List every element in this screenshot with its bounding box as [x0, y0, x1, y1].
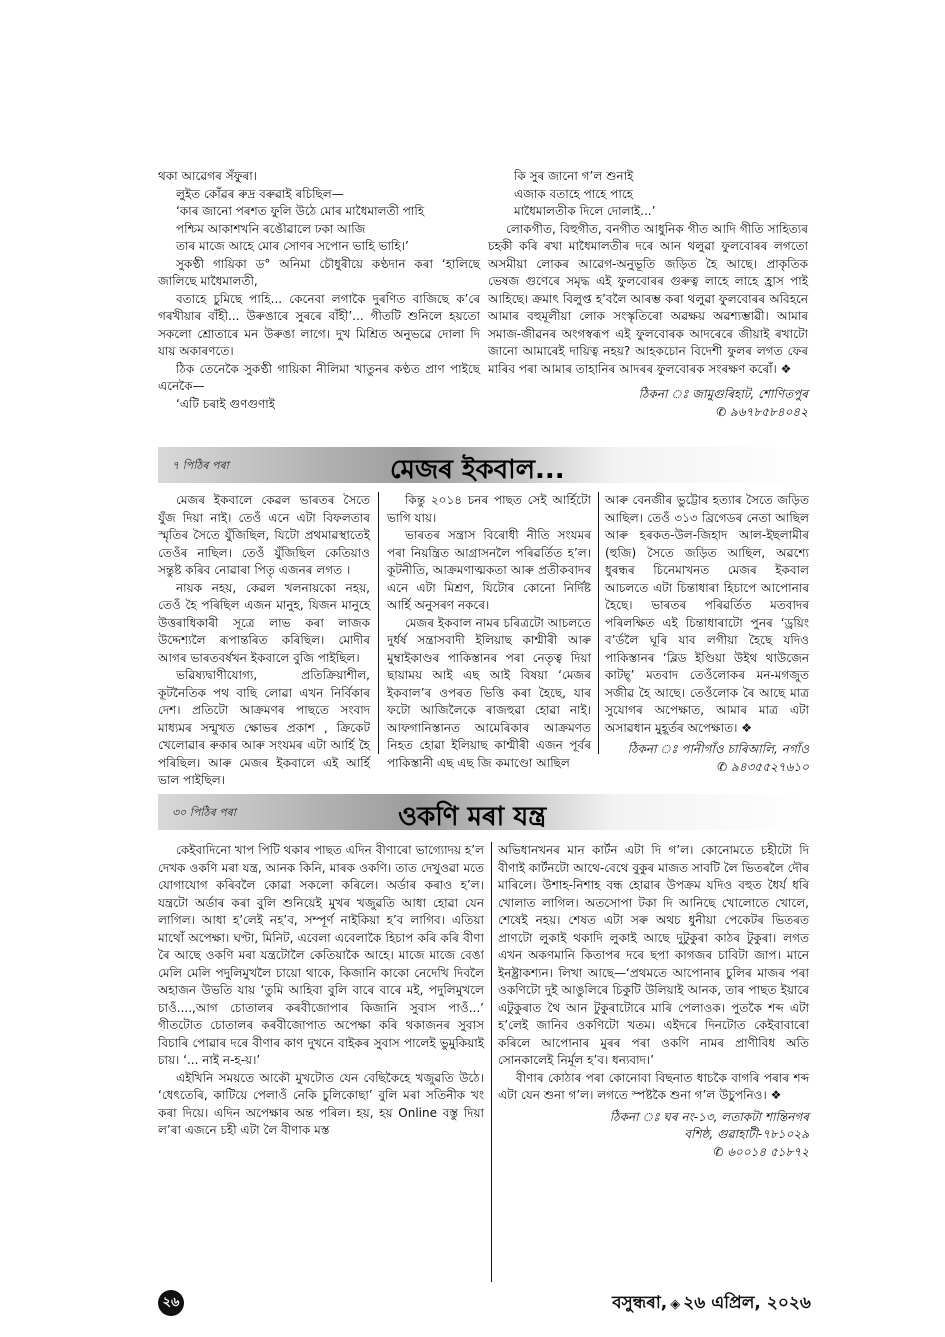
paragraph: লুইত কোঁৱৰ ৰুদ্ৰ বৰুৱাই ৰচিছিল— — [176, 186, 344, 201]
article-title: মেজৰ ইকবাল... — [390, 455, 565, 485]
poem-line: ‘এটি চৰাই গুণগুণাই — [176, 396, 276, 411]
magazine-name: বসুন্ধৰা, — [612, 1293, 668, 1313]
paragraph: ভাৰতৰ সন্ত্ৰাস বিৰোধী নীতি সংযমৰ পৰা নিয়ন্ত্ৰিত আগ্ৰাসনলৈ পৰিৱৰ্তিত হ’ল। কূটনীতি, আক্ৰমণাত্মকতা আৰু প্ৰতীকবাদৰ এনে এটা মিশ্ৰণ, যিটোৰ কোনো নিৰ্দিষ্ট আৰ্হি অনুসৰণ নকৰে। — [387, 528, 591, 612]
poem — [488, 168, 808, 221]
section-banner-okoni-mora-jantra — [158, 794, 808, 830]
author-address: ঠিকনা ঃ জামুগুৰিহাট, শোণিতপুৰ — [638, 387, 808, 401]
column-divider — [491, 842, 492, 1282]
poem-line: কি সুৰ জানো গ’ল শুনাই — [514, 169, 634, 183]
magazine-footer — [612, 1290, 811, 1318]
continued-from-label: ৩০ পিঠিৰ পৰা — [172, 806, 236, 819]
issue-date: ২৬ এপ্ৰিল, ২০২৬ — [683, 1293, 811, 1313]
paragraph: এইখিনি সময়তে আকৌ মুখটোত যেন বেছিকৈহে খজুৱতি উঠে। ‘ধেৎতেৰি, কাটিয়ে পেলাওঁ নেকি চুলিকোছা’ বুলি মৰা সতিনীক খং কৰা দিয়ে। এদিন অপেক্ষাৰ অন্ত পৰিল। হয়, হয় Online বস্তু দিয়া ল’ৰা এজনে চহী এটা লৈ বীণাক মস্ত — [158, 1070, 484, 1137]
paragraph: ঠিক তেনেকৈ সুকণ্ঠী গায়িকা নীলিমা খাতুনৰ কণ্ঠত প্ৰাণ পাইছে এনেকৈ— — [158, 361, 480, 393]
article-title: ওকণি মৰা যন্ত্ৰ — [398, 802, 547, 832]
author-phone: ✆ ৬০০১৪ ৫১৮৭২ — [713, 1144, 809, 1159]
paragraph: বতাহে চুমিছে পাহি... কেনেবা লগাকৈ দুৰণিত বাজিছে ক’ৰে গৰখীয়াৰ বাঁহী... উৰুঙাৰে সুৰৰে বাঁহী’... গীতটি শুনিলে হয়তো সকলো শ্ৰোতাৰে মন উৰুঙা লাগে। দুখ মিশ্ৰিত অনুভৱে দোলা দি যায় অকাৰণতে। — [158, 291, 480, 358]
top-right-column — [488, 168, 808, 421]
paragraph: মেজৰ ইকবাল নামৰ চৰিত্ৰটো আচলতে দুৰ্ধৰ্ষ সন্ত্ৰাসবাদী ইলিয়াছ কাশ্মীৰী আৰু মুম্বাইকাণ্ডৰ পাকিস্তানৰ পৰা নেতৃত্ব দিয়া ছায়াময় আই এছ আই বিষয়া ‘মেজৰ ইকবাল’ৰ ওপৰত ভিত্তি কৰা হৈছে, যাৰ ফটো আজিলৈকে ৰাজহুৱা হোৱা নাই। আফগানিস্তানত আমেৰিকাৰ আক্ৰমণত নিহত হোৱা ইলিয়াছ কাশ্মীৰী এজন পূৰ্বৰ পাকিস্তানী এছ এছ জি কমাণ্ডো আছিল — [387, 615, 591, 770]
poem-line: মাধৈমালতীক দিলে দোলাই...’ — [514, 204, 656, 218]
poem-line: ‘কাৰ জানো পৰশত ফুলি উঠে মোৰ মাধৈমালতী পাহি — [176, 204, 425, 218]
paragraph: ভৱিষ্যদ্বাণীযোগ্য, প্ৰতিক্ৰিয়াশীল, কূটনৈতিক পথ বাছি লোৱা এখন নিৰ্বিকাৰ দেশ। প্ৰতিটো আক্ৰমণৰ পাছতে সংবাদ মাধ্যমৰ সন্মুখত ক্ষোভৰ প্ৰকাশ , ক্ৰিকেট খেলোৱাৰ ৰুকাৰ আৰু সংযমৰ এটা আৰ্হি হৈ পৰিছিল। আৰু মেজৰ ইকবালে এই আৰ্হি ভাল পাইছিল। — [158, 668, 370, 787]
paragraph: মেজৰ ইকবালে কেৱল ভাৰতৰ সৈতে যুঁজ দিয়া নাই। তেওঁ এনে এটা বিফলতাৰ স্মৃতিৰ সৈতে যুঁজিছিল, যিটো প্ৰথমাৱস্থাতেই তেওঁৰ নাছিল। তেওঁ যুঁজিছিল কেতিয়াও সন্তুষ্ট কৰিব নোৱাৰা পিতৃ এজনৰ লগত । — [158, 493, 370, 577]
paragraph: কিন্তু ২০১৪ চনৰ পাছত সেই আৰ্হিটো ভাগি যায়। — [387, 493, 591, 525]
section1-column-2 — [387, 492, 591, 772]
column-divider — [598, 492, 599, 754]
paragraph: অভিধানখনৰ মান কাৰ্টন এটা দি গ’ল। কোনোমতে চহীটো দি বীণাই কাৰ্টনটো আথে-বেথে বুকুৰ মাজত সাবটি লৈ ভিতৰলৈ দৌৰ মাৰিলে। উশাহ-নিশাহ বন্ধ হোৱাৰ উপক্ৰম যদিও বহুত ধৈৰ্য ধৰি খোলাত লাগিল। অতসোপা টকা দি আনিছে খোলোতে খোলে, শেষেই নহয়। শেষত এটা সৰু অথচ ধুনীয়া পেকেটৰ ভিতৰত প্ৰাণটো লুকাই থকাদি লুকাই আছে দুটুকুৰা কাঠৰ টুকুৰা। লগত এখন অকণমানি কিতাপৰ দৰে ছপা কাগজৰ চাবিটা জাপ। মানে ইনষ্ট্ৰাকশ্যন। লিখা আছে—‘প্ৰথমতে আপোনাৰ চুলিৰ মাজৰ পৰা ওকণিটো দুই আঙুলিৰে চিকুটি উলিয়াই আনক, তাৰ পাছত ইয়াৰে এটুকুৰাত থৈ আন টুকুৰাটোৰে মাৰি পেলাওক। পুতকৈ শব্দ এটা হ’লেই জানিব ওকণিটো খতম। এইদৰে দিনটোত কেইবাবাৰো কৰিলে আপোনাৰ মুৰৰ পৰা ওকণি নামৰ প্ৰাণীবিধ অতি সোনকালেই নিৰ্মূল হ’ব। ধন্যবাদ।’ — [498, 843, 809, 1067]
author-address: বশিষ্ঠ, গুৱাহাটী-৭৮১০২৯ — [684, 1127, 809, 1141]
paragraph: সুকণ্ঠী গায়িকা ড° অনিমা চৌধুৰীয়ে কণ্ঠদান কৰা ‘হালিছে জালিছে মাধৈমালতী, — [158, 256, 480, 288]
author-phone: ✆ ৯৪৩৫৫২৭৬১০ — [717, 759, 809, 774]
paragraph: নায়ক নহয়, কেৱল খলনায়কো নহয়, তেওঁ হৈ পৰিছিল এজন মানুহ, যিজন মানুহে উত্তৰাধিকাৰী সূত্ৰে লাভ কৰা লাজক উদ্দেশ্যলৈ ৰূপান্তৰিত কৰিছিল। মোদীৰ আগৰ ভাৰতবৰ্ষখন ইকবালে বুজি পাইছিল। — [158, 580, 370, 665]
paragraph: বীণাৰ কোঠাৰ পৰা কোনোবা বিছনাত ধাচকৈ বাগৰি পৰাৰ শব্দ এটা যেন শুনা গ’ল। লগতে স্পষ্টকৈ শুনা গ’ল উচুপনিও। ❖ — [498, 1070, 809, 1102]
top-left-column — [158, 168, 480, 413]
poem-line: এজাক বতাহে পাহে পাহে — [514, 186, 633, 201]
author-address: ঠিকনা ঃ ঘৰ নং-১৩, লতাকটা শান্তিনগৰ — [609, 1109, 809, 1124]
page-number: ২৬ — [158, 1290, 184, 1316]
section2-column-2 — [498, 842, 809, 1161]
paragraph: লোকগীত, বিহুগীত, বনগীত আধুনিক গীত আদি গীতি সাহিত্যৰ চহকী কৰি ৰখা মাধৈমালতীৰ দৰে আন থলুৱা ফুলবোৰৰ লগতো অসমীয়া লোকৰ আৱেগ-অনুভূতি জড়িত হৈ আছে। প্ৰাকৃতিক ভেষজ গুণেৰে সমৃদ্ধ এই ফুলবোৰৰ গুৰুত্ব লাহে লাহে হ্ৰাস পাই আহিছে। ক্ৰমাৎ বিলুপ্ত হ’বলৈ আৰম্ভ কৰা থলুৱা ফুলবোৰৰ অবিহনে আমাৰ বহুমূলীয়া লোক সংস্কৃতিৰো অৱক্ষয় অৱশ্যম্ভাৱী। আমাৰ সমাজ-জীৱনৰ অংগস্বৰূপ এই ফুলবোৰক আদৰেৰে জীয়াই ৰখাটো জানো আমাৰেই দায়িত্ব নহয়? আহকচোন বিদেশী ফুলৰ লগত ফেৰ মাৰিব পৰা আমাৰ তাহানিৰ আদৰৰ ফুলবোৰক সংৰক্ষণ কৰোঁ। ❖ — [488, 221, 808, 376]
continued-from-label: ৭ পিঠিৰ পৰা — [172, 459, 229, 472]
paragraph: কেইবাদিনো খাপ পিটি থকাৰ পাছত এদিন বীণাৰো ভাগ্যোদয় হ’ল দেখক ওকণি মৰা যন্ত্ৰ, আনক কিনি, মাৰক ওকণি। তাত দেখুওৱা মতে যোগাযোগ কৰিবলৈ কোৱা সকলো কৰিলে। অৰ্ডাৰ কৰাও হ’ল। যন্ত্ৰটো অৰ্ডাৰ কৰা বুলি শুনিয়েই মুখৰ খজুৱতি আধা হোৱা যেন লাগিল। আধা হ’লেই নহ’ব, সম্পূৰ্ণ নাইকিয়া হ’ব লাগিব। এতিয়া মাথোঁ অপেক্ষা। ঘণ্টা, মিনিট, এবেলা এবেলাকৈ হিচাপ কৰি কৰি বীণা ৰৈ আছে ওকণি মৰা যন্ত্ৰটোলৈ কেতিয়াকৈ আহে। মাজে মাজে বেঙা মেলি মেলি পদুলিমুখলৈ চায়ো থাকে, কিজানি কাকো নেদেখি দিবলৈ অহাজন উভতি যায় ‘তুমি আহিবা বুলি বাৰে বাৰে মই, পদুলিমুখলে চাওঁ....,আগ চোতালৰ কৰবীজোপাৰ কিজানি সুবাস পাওঁ...’ গীতটোত চোতালৰ কৰবীজোপাত অপেক্ষা কৰি থকাজনৰ সুবাস বিচাৰি পোৱাৰ দৰে বীণাৰ কাণ দুখনে বাইকৰ সুবাস পালেই ভুমুকিয়াই চায়। ‘... নাই ন-হ-য়।’ — [158, 843, 484, 1067]
section-banner-major-iqbal — [158, 447, 808, 483]
column-divider — [378, 492, 379, 754]
paragraph: থকা আৱেগৰ সঁফুৰা। — [158, 169, 257, 183]
section1-column-3 — [605, 492, 809, 776]
author-address: ঠিকনা ঃ পানীগাঁও চাৰিআলি, নগাঁও — [627, 742, 809, 756]
section2-column-1 — [158, 842, 484, 1140]
separator-icon: ◈ — [670, 1297, 681, 1312]
paragraph: আৰু বেনজীৰ ভুট্টোৰ হত্যাৰ সৈতে জড়িত আছিল। তেওঁ ৩১৩ ব্ৰিগেডৰ নেতা আছিল আৰু হৰকত-উল-জিহাদ আল-ইছলামীৰ (হুজি) সৈতে জড়িত আছিল, অৱশ্যে ধুৰন্ধৰ চিনেমাখনত মেজৰ ইকবাল আচলতে এটা চিন্তাধাৰা হিচাপে আপোনাৰ হৈছে। ভাৰতৰ পৰিৱৰ্তিত মতবাদৰ পৰিলক্ষিত এই চিন্তাধাৰাটো পুনৰ ‘ড্ৰয়িং ব’ৰ্ডলৈ ঘূৰি যাব লগীয়া হৈছে যদিও পাকিস্তানৰ ‘ব্লিড ইণ্ডিয়া উইথ থাউজেন কাটছ্’ মতবাদ তেওঁলোকৰ মন-মগজুত সজীৱ হৈ আছে। তেওঁলোক ৰৈ আছে মাত্ৰ সুযোগৰ অপেক্ষাত, আমাৰ মাত্ৰ এটা অসাৱধান মুহূৰ্তৰ অপেক্ষাত। ❖ — [605, 493, 809, 735]
poem-line: পশ্চিম আকাশখনি ৰঙৌৱালে ঢকা আজি — [176, 221, 366, 236]
author-phone: ✆ ৯৬৭৮৫৮৪০৪২ — [716, 404, 808, 419]
section1-column-1 — [158, 492, 370, 790]
poem-line: তাৰ মাজে আহে মোৰ সোণৰ সপোন ভাহি ভাহি।’ — [176, 239, 409, 253]
